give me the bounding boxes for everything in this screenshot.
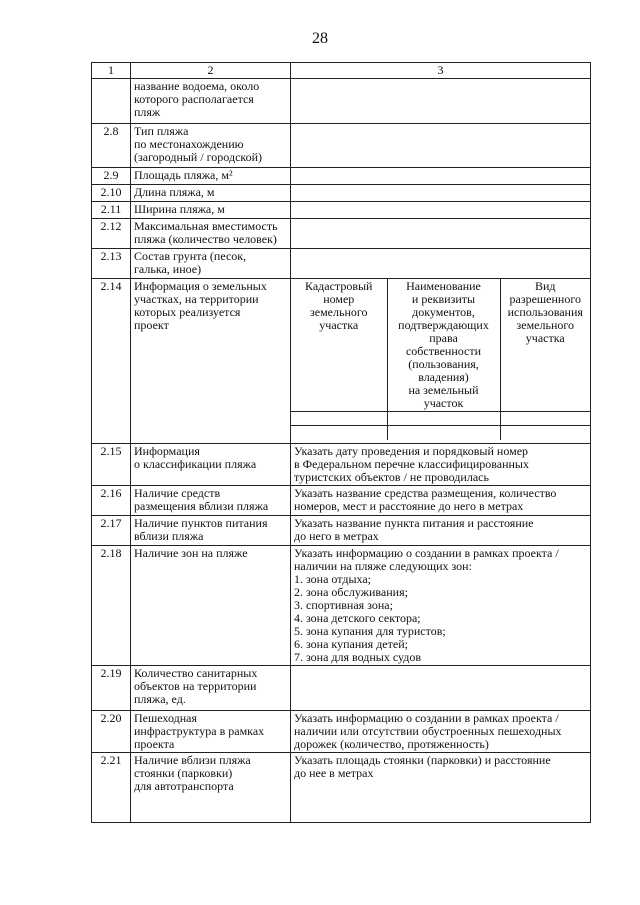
row-name: Наличие пунктов питания вблизи пляжа xyxy=(131,516,291,546)
subtable-header: Вид разрешенного использования земельного участка xyxy=(500,279,590,412)
column-header: 1 xyxy=(92,63,131,79)
row-number: 2.17 xyxy=(92,516,131,546)
page-number: 28 xyxy=(312,30,328,47)
table-row xyxy=(92,79,591,124)
table-row xyxy=(92,249,591,279)
row-value: Указать информацию о создании в рамках проекта / наличии на пляже следующих зон: 1. зона отдыха; 2. зона обслуживания; 3. спортивная зона; 4. зона детского сектора; 5. зона купания для туристов; 6. зона купания детей; 7. зона для водных судов xyxy=(291,546,591,666)
table-row xyxy=(92,444,591,486)
row-name: Информация о классификации пляжа xyxy=(131,444,291,486)
table-row xyxy=(92,486,591,516)
table-row xyxy=(92,711,591,753)
table-row xyxy=(92,202,591,219)
subtable-cell xyxy=(500,426,590,440)
table-row xyxy=(92,168,591,185)
land-plots-subtable-cell xyxy=(291,279,591,444)
row-name: Площадь пляжа, м² xyxy=(131,168,291,185)
table-row xyxy=(92,516,591,546)
subtable-cell xyxy=(291,412,387,426)
row-number: 2.12 xyxy=(92,219,131,249)
column-header: 2 xyxy=(131,63,291,79)
row-value: Указать название средства размещения, количество номеров, мест и расстояние до него в метрах xyxy=(291,486,591,516)
row-name: Длина пляжа, м xyxy=(131,185,291,202)
table-row xyxy=(92,753,591,823)
row-value xyxy=(291,666,591,711)
table-row xyxy=(92,185,591,202)
row-name: Количество санитарных объектов на территории пляжа, ед. xyxy=(131,666,291,711)
table-row-land-plots xyxy=(92,279,591,444)
row-name: Тип пляжа по местонахождению (загородный / городской) xyxy=(131,124,291,168)
table-row xyxy=(92,219,591,249)
row-name: название водоема, около которого располагается пляж xyxy=(131,79,291,124)
row-number: 2.8 xyxy=(92,124,131,168)
row-name: Наличие средств размещения вблизи пляжа xyxy=(131,486,291,516)
row-number: 2.21 xyxy=(92,753,131,823)
row-value xyxy=(291,219,591,249)
subtable-header: Кадастровый номер земельного участка xyxy=(291,279,387,412)
row-number: 2.18 xyxy=(92,546,131,666)
row-number: 2.14 xyxy=(92,279,131,444)
row-number xyxy=(92,79,131,124)
row-value xyxy=(291,168,591,185)
row-name: Наличие зон на пляже xyxy=(131,546,291,666)
table-row xyxy=(92,124,591,168)
row-number: 2.10 xyxy=(92,185,131,202)
table-row xyxy=(92,666,591,711)
row-value: Указать площадь стоянки (парковки) и расстояние до нее в метрах xyxy=(291,753,591,823)
subtable-cell xyxy=(500,412,590,426)
row-name: Пешеходная инфраструктура в рамках проекта xyxy=(131,711,291,753)
beach-passport-table xyxy=(91,62,591,823)
table-row xyxy=(92,546,591,666)
row-number: 2.19 xyxy=(92,666,131,711)
row-value xyxy=(291,185,591,202)
subtable-header: Наименование и реквизиты документов, подтверждающих права собственности (пользования, владения) на земельный участок xyxy=(387,279,500,412)
row-name: Состав грунта (песок, галька, иное) xyxy=(131,249,291,279)
row-value xyxy=(291,249,591,279)
row-number: 2.11 xyxy=(92,202,131,219)
row-number: 2.13 xyxy=(92,249,131,279)
table-header-row xyxy=(92,63,591,79)
row-value: Указать дату проведения и порядковый номер в Федеральном перечне классифицированных туристских объектов / не проводилась xyxy=(291,444,591,486)
subtable-cell xyxy=(387,426,500,440)
row-name: Максимальная вместимость пляжа (количество человек) xyxy=(131,219,291,249)
row-number: 2.20 xyxy=(92,711,131,753)
subtable-cell xyxy=(387,412,500,426)
subtable-cell xyxy=(291,426,387,440)
row-number: 2.16 xyxy=(92,486,131,516)
row-name: Ширина пляжа, м xyxy=(131,202,291,219)
row-number: 2.9 xyxy=(92,168,131,185)
row-value: Указать информацию о создании в рамках проекта / наличии или отсутствии обустроенных пешеходных дорожек (количество, протяженность) xyxy=(291,711,591,753)
row-number: 2.15 xyxy=(92,444,131,486)
row-value xyxy=(291,202,591,219)
row-value: Указать название пункта питания и расстояние до него в метрах xyxy=(291,516,591,546)
land-plots-subtable xyxy=(291,279,590,440)
column-header: 3 xyxy=(291,63,591,79)
row-value xyxy=(291,124,591,168)
row-name: Информация о земельных участках, на территории которых реализуется проект xyxy=(131,279,291,444)
row-value xyxy=(291,79,591,124)
row-name: Наличие вблизи пляжа стоянки (парковки) для автотранспорта xyxy=(131,753,291,823)
